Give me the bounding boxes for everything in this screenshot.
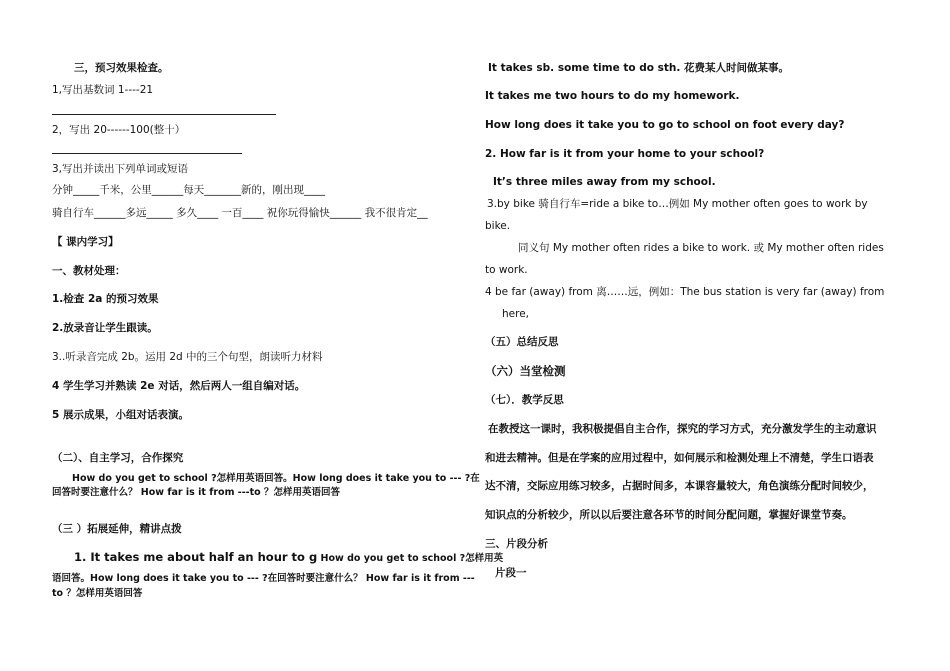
far-from-note-2: here, bbox=[502, 308, 529, 320]
step-5: 5 展示成果，小组对话表演。 bbox=[52, 409, 189, 421]
fill-blank-row-2: 骑自行车______多远_____ 多久____ 一百____ 祝你玩得愉快______ 我不很肯定__ bbox=[52, 207, 428, 219]
step-4: 4 学生学习并熟读 2e 对话，然后两人一组自编对话。 bbox=[52, 380, 306, 392]
how-far-answer: It’s three miles away from my school. bbox=[493, 176, 716, 188]
answer-line-2 bbox=[52, 153, 242, 154]
reflection-line-2: 和进去精神。但是在学案的应用过程中，如何展示和检测处理上不清楚，学生口语表 bbox=[485, 452, 874, 464]
by-bike-note-2: bike. bbox=[485, 220, 511, 232]
takes-pattern: It takes sb. some time to do sth. 花费某人时间做某事。 bbox=[488, 62, 790, 74]
extension-line-1-main: 1. It takes me about half an hour to g bbox=[74, 550, 318, 564]
far-from-note-1: 4 be far (away) from 离……远，例如：The bus station is very far (away) from bbox=[485, 286, 885, 298]
reflection-line-1: 在教授这一课时，我积极提倡自主合作，探究的学习方式，充分激发学生的主动意识 bbox=[488, 423, 877, 435]
step-1: 1.检查 2a 的预习效果 bbox=[52, 293, 159, 305]
synonym-note-2: to work. bbox=[485, 264, 528, 276]
fragment-1-heading: 片段一 bbox=[495, 567, 527, 579]
section-1-heading: 一、教材处理： bbox=[52, 265, 126, 277]
reflection-line-3: 达不清，交际应用练习较多，占据时间多，本课容量较大，角色演练分配时间较少， bbox=[485, 480, 874, 492]
section-2-line-2: 回答时要注意什么？ How far is it from ---to ？怎样用英语回答 bbox=[52, 487, 340, 498]
class-study-heading: 【 课内学习】 bbox=[52, 236, 119, 248]
how-far-question: 2. How far is it from your home to your school? bbox=[485, 148, 765, 160]
section-3b-heading: （三 ）拓展延伸，精讲点拨 bbox=[52, 523, 182, 535]
how-long-question: How long does it take you to go to school on foot every day? bbox=[485, 119, 845, 131]
section-3-heading: 三，预习效果检查。 bbox=[74, 62, 169, 74]
extension-line-2: 语回答。How long does it take you to --- ?在回答时要注意什么？ How far is it from --- bbox=[52, 573, 475, 584]
section-2-heading: （二）、自主学习，合作探究 bbox=[52, 452, 184, 464]
by-bike-note-1: 3.by bike 骑自行车=ride a bike to…例如 My mother often goes to work by bbox=[487, 198, 868, 210]
extension-line-1-tail: How do you get to school ?怎样用英 bbox=[317, 553, 504, 564]
step-3: 3..听录音完成 2b。运用 2d 中的三个句型，朗读听力材料 bbox=[52, 351, 323, 363]
takes-example: It takes me two hours to do my homework. bbox=[485, 90, 740, 102]
answer-line-1 bbox=[52, 114, 276, 115]
synonym-note-1: 同义句 My mother often rides a bike to work. 或 My mother often rides bbox=[518, 242, 884, 254]
section-7-heading: （七）．教学反思 bbox=[485, 394, 564, 406]
extension-line-1 bbox=[74, 550, 503, 566]
reflection-line-4: 知识点的分析较少，所以以后要注意各环节的时间分配问题，掌握好课堂节奏。 bbox=[485, 509, 853, 521]
section-6-heading: （六）当堂检测 bbox=[485, 364, 566, 378]
question-3: 3,写出并读出下列单词或短语 bbox=[52, 163, 189, 175]
section-5-heading: （五）总结反思 bbox=[485, 336, 559, 348]
section-2-line-1: How do you get to school ?怎样用英语回答。How long does it take you to --- ?在 bbox=[72, 473, 480, 484]
question-2: 2，写出 20------100(整十） bbox=[52, 124, 186, 136]
section-three-heading: 三、片段分析 bbox=[485, 538, 548, 550]
extension-line-3: to ？怎样用英语回答 bbox=[52, 588, 143, 599]
question-1: 1,写出基数词 1----21 bbox=[52, 84, 154, 96]
fill-blank-row-1: 分钟_____千米，公里______每天_______新的，刚出现____ bbox=[52, 184, 325, 196]
step-2: 2.放录音让学生跟读。 bbox=[52, 322, 158, 334]
